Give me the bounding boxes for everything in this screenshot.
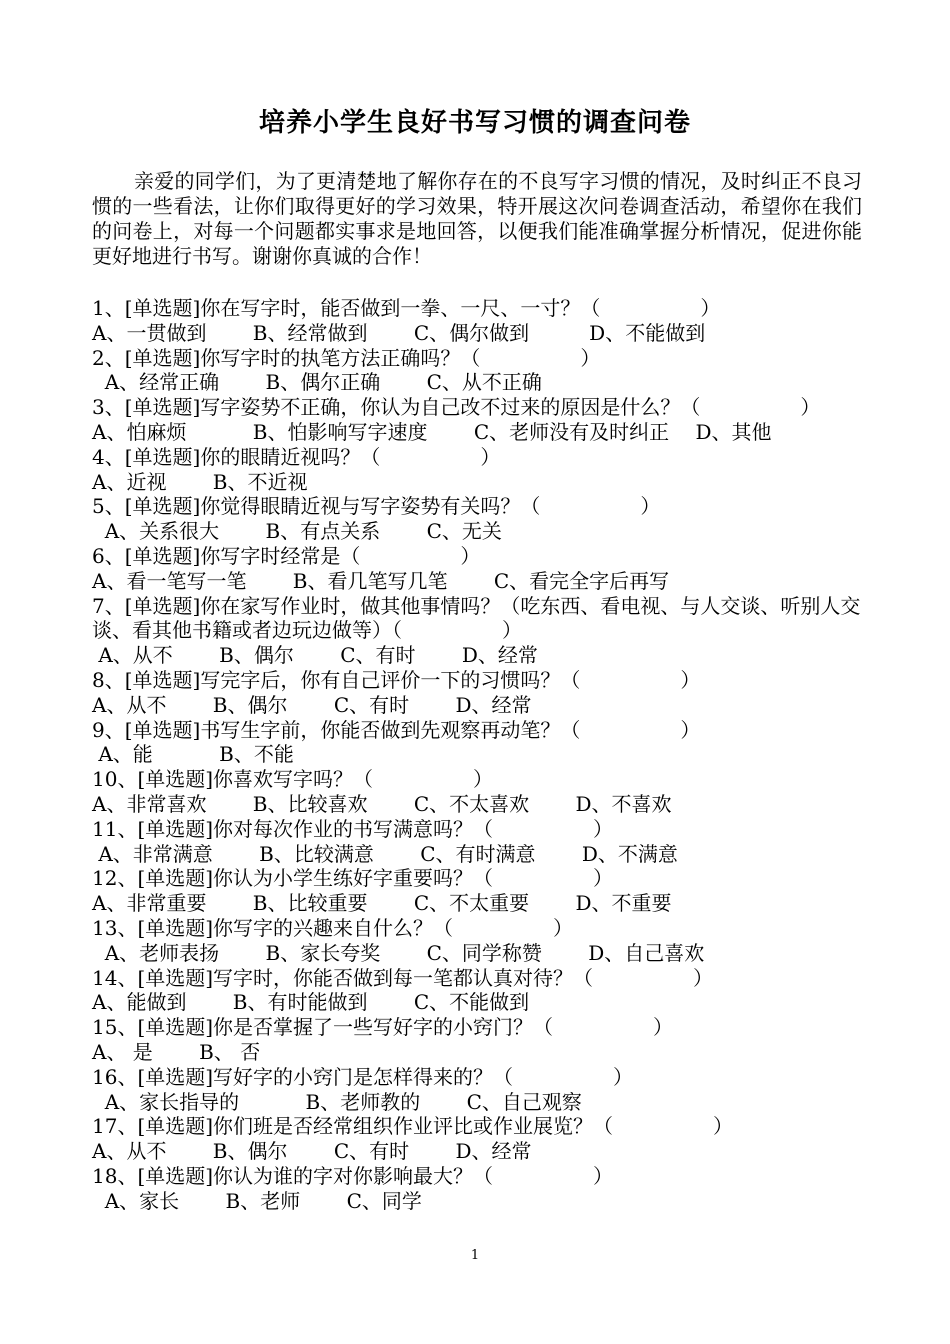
question-options: A、老师表扬 B、家长夸奖 C、同学称赞 D、自己喜欢	[92, 940, 705, 965]
question-options: A、从不 B、偶尔 C、有时 D、经常	[92, 643, 538, 668]
question-options: A、家长指导的 B、老师教的 C、自己观察	[92, 1089, 582, 1114]
question-options: A、能做到 B、有时能做到 C、不能做到	[92, 990, 530, 1015]
question-text: 8、[单选题]写完字后，你有自己评价一下的习惯吗？（ ）	[92, 667, 701, 692]
question-text: 6、[单选题]你写字时经常是（ ）	[92, 543, 481, 568]
question-17	[92, 1114, 867, 1164]
question-options: A、看一笔写一笔 B、看几笔写几笔 C、看完全字后再写	[92, 568, 670, 593]
question-9	[92, 718, 867, 768]
question-7	[92, 594, 867, 668]
question-options: A、非常重要 B、比较重要 C、不太重要 D、不重要	[92, 891, 672, 916]
question-text: 2、[单选题]你写字时的执笔方法正确吗？（ ）	[92, 345, 601, 370]
question-5	[92, 494, 867, 544]
question-text: 18、[单选题]你认为谁的字对你影响最大？（ ）	[92, 1163, 614, 1188]
question-11	[92, 817, 867, 867]
question-text: 14、[单选题]写字时，你能否做到每一笔都认真对待？（ ）	[92, 965, 714, 990]
question-options: A、怕麻烦 B、怕影响写字速度 C、老师没有及时纠正 D、其他	[92, 419, 772, 444]
question-options: A、从不 B、偶尔 C、有时 D、经常	[92, 1139, 532, 1164]
question-options: A、 是 B、 否	[92, 1039, 261, 1064]
question-4	[92, 445, 867, 495]
question-text: 1、[单选题]你在写字时，能否做到一拳、一尺、一寸？（ ）	[92, 296, 721, 320]
question-text: 3、[单选题]写字姿势不正确，你认为自己改不过来的原因是什么？（ ）	[92, 395, 821, 420]
question-options: A、非常满意 B、比较满意 C、有时满意 D、不满意	[92, 841, 678, 866]
question-list	[92, 296, 867, 1213]
question-16	[92, 1065, 867, 1115]
question-text: 7、[单选题]你在家写作业时，做其他事情吗？（吃东西、看电视、与人交谈、听别人交谈、看其他书籍或者边玩边做等）（ ）	[92, 593, 861, 643]
question-2	[92, 346, 867, 396]
question-1	[92, 296, 867, 346]
question-text: 16、[单选题]写好字的小窍门是怎样得来的？（ ）	[92, 1064, 634, 1089]
question-options: A、近视 B、不近视	[92, 469, 308, 494]
question-3	[92, 395, 867, 445]
question-options: A、从不 B、偶尔 C、有时 D、经常	[92, 692, 532, 717]
question-13	[92, 916, 867, 966]
question-text: 15、[单选题]你是否掌握了一些写好字的小窍门？（ ）	[92, 1015, 674, 1040]
question-18	[92, 1164, 867, 1214]
question-options: A、关系很大 B、有点关系 C、无关	[92, 519, 502, 544]
question-text: 11、[单选题]你对每次作业的书写满意吗？（ ）	[92, 816, 614, 841]
question-12	[92, 866, 867, 916]
question-text: 4、[单选题]你的眼睛近视吗？（ ）	[92, 444, 501, 469]
question-options: A、经常正确 B、偶尔正确 C、从不正确	[92, 370, 542, 395]
question-text: 5、[单选题]你觉得眼睛近视与写字姿势有关吗？（ ）	[92, 494, 661, 519]
question-14	[92, 966, 867, 1016]
question-options: A、非常喜欢 B、比较喜欢 C、不太喜欢 D、不喜欢	[92, 791, 672, 816]
question-options: A、一贯做到 B、经常做到 C、偶尔做到 D、不能做到	[92, 320, 706, 345]
question-options: A、能 B、不能	[92, 742, 294, 767]
question-text: 10、[单选题]你喜欢写字吗？（ ）	[92, 767, 494, 792]
question-text: 9、[单选题]书写生字前，你能否做到先观察再动笔？（ ）	[92, 717, 701, 742]
question-6	[92, 544, 867, 594]
question-8	[92, 668, 867, 718]
question-text: 12、[单选题]你认为小学生练好字重要吗？（ ）	[92, 866, 614, 891]
question-10	[92, 767, 867, 817]
page-number: 1	[470, 1248, 480, 1263]
question-options: A、家长 B、老师 C、同学	[92, 1188, 422, 1213]
question-text: 13、[单选题]你写字的兴趣来自什么？（ ）	[92, 915, 574, 940]
intro-paragraph: 亲爱的同学们，为了更清楚地了解你存在的不良写字习惯的情况，及时纠正不良习惯的一些看法，让你们取得更好的学习效果，特开展这次问卷调查活动，希望你在我们的问卷上，对每一个问题都实事求是地回答，以便我们能准确掌握分析情况，促进你能更好地进行书写。谢谢你真诚的合作！	[92, 169, 862, 268]
question-text: 17、[单选题]你们班是否经常组织作业评比或作业展览？（ ）	[92, 1114, 734, 1139]
page-title: 培养小学生良好书写习惯的调查问卷	[258, 108, 691, 138]
question-15	[92, 1015, 867, 1065]
